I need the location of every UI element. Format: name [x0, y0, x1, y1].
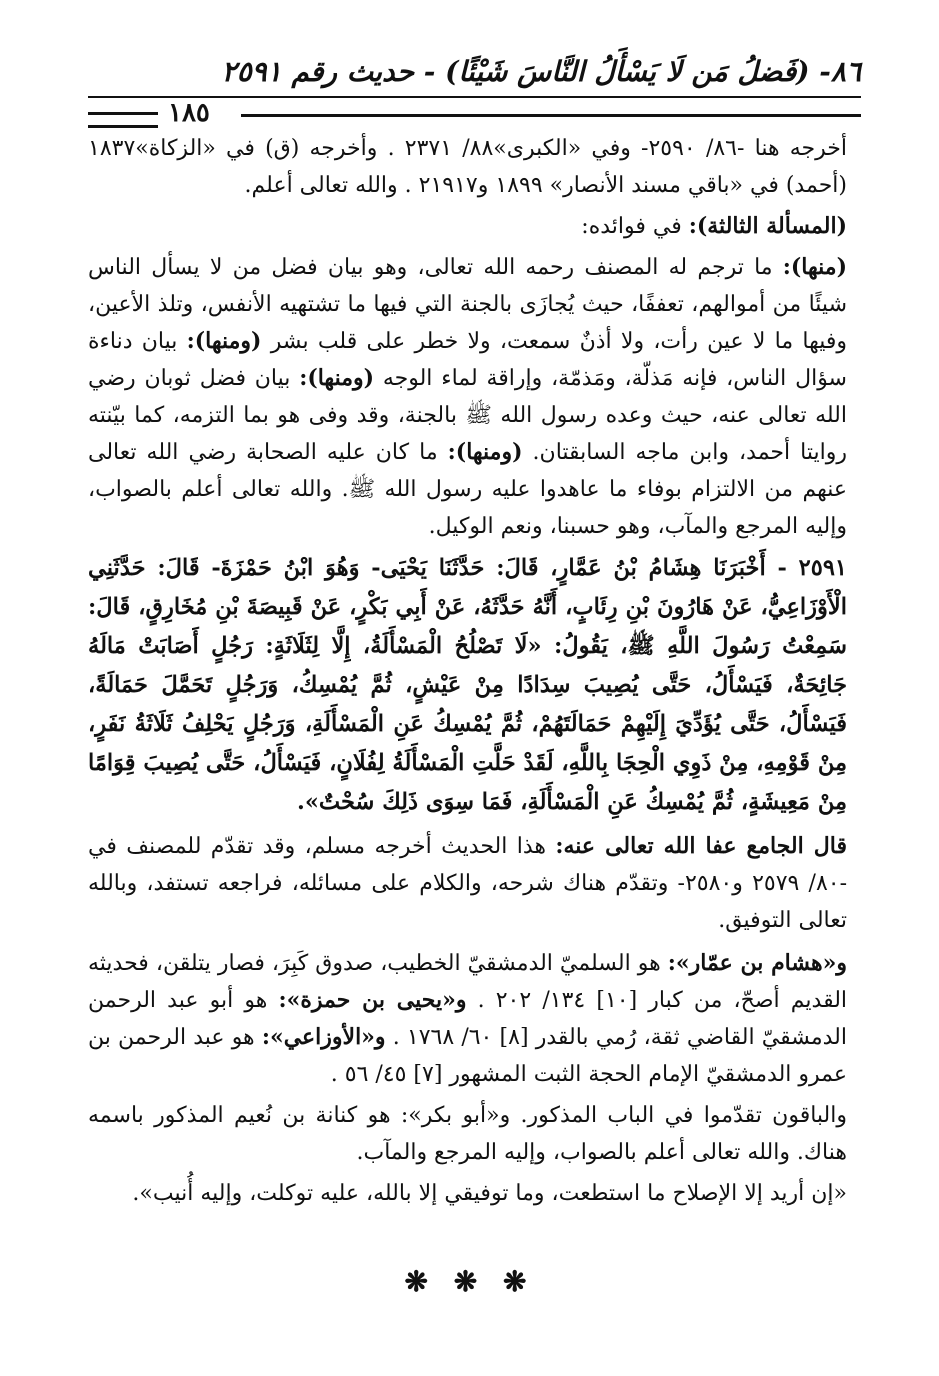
- rijal-paragraph: [88, 945, 847, 1093]
- header-title: ٨٦- (فَضلُ مَن لَا يَسْأَلُ النَّاسَ شَيْئًا) - حديث رقم ٢٥٩١: [221, 55, 861, 88]
- page-number: ١٨٥: [168, 98, 210, 128]
- fawaid-2-text: بيان دناءة سؤال الناس، فإنه مَذلّة، ومَذمّة، وإراقة لماء الوجه: [88, 329, 847, 391]
- fawaid-1-text: ما ترجم له المصنف رحمه الله تعالى، وهو بيان فضل من لا يسأل الناس شيئًا من أموالهم، تعففًا، حيث يُجازَى بالجنة التي فيها ما تشتهيه الأنفس، وتلذ الأعين، وفيها ما لا عين رأت، ولا أذنٌ سمعت، ولا خطر على قلب بشر: [88, 255, 848, 354]
- fawaid-1-label: (منها):: [782, 254, 847, 280]
- jamie-label: قال الجامع عفا الله تعالى عنه:: [555, 833, 847, 859]
- masala-heading: [88, 208, 847, 245]
- masala-text: في فوائده:: [581, 214, 689, 239]
- fawaid-3-text: بيان فضل ثوبان رضي الله تعالى عنه، حيث وعده رسول الله ﷺ بالجنة، وقد وفى هو بما التزمه، كما بيّنته روايتا أحمد، وابن ماجه السابقتان.: [88, 366, 847, 465]
- page-body: [88, 130, 847, 1216]
- jamie-paragraph: [88, 828, 847, 939]
- closing-verse: «إن أريد إلا الإصلاح ما استطعت، وما توفيقي إلا بالله، عليه توكلت، وإليه أُنيب».: [132, 1181, 847, 1206]
- takhrij-paragraph: أخرجه هنا -٨٦/ ٢٥٩٠- وفي «الكبرى»٨٨/ ٢٣٧١ . وأخرجه (ق) في «الزكاة»١٨٣٧ (أحمد) في «باقي مسند الأنصار» ١٨٩٩ و٢١٩١٧ . والله تعالى أعلم.: [88, 136, 848, 198]
- rijal-2-text: هو أبو عبد الرحمن الدمشقيّ القاضي ثقة، رُمي بالقدر [٨] ٦٠/ ١٧٦٨ .: [88, 988, 847, 1050]
- rijal-2-label: و«يحيى بن حمزة»:: [278, 987, 467, 1013]
- baqun-paragraph: والباقون تقدّموا في الباب المذكور. و«أبو بكر»: هو كنانة بن نُعيم المذكور باسمه هناك. والله تعالى أعلم بالصواب، وإليه المرجع والمآب.: [88, 1103, 847, 1165]
- jamie-text: هذا الحديث أخرجه مسلم، وقد تقدّم للمصنف في -٨٠/ ٢٥٧٩ و٢٥٨٠- وتقدّم هناك شرحه، والكلام على مسائله، فراجعه تستفد، وبالله تعالى التوفيق.: [88, 834, 848, 933]
- fawaid-4-label: (ومنها):: [447, 439, 523, 465]
- masala-label: (المسألة الثالثة):: [688, 213, 847, 239]
- rijal-1-label: و«هشام بن عمّار»:: [667, 950, 847, 976]
- fawaid-paragraph: [88, 249, 847, 545]
- fawaid-4-text: ما كان عليه الصحابة رضي الله تعالى عنهم من الالتزام بوفاء ما عاهدوا عليه رسول الله ﷺ. والله تعالى أعلم بالصواب، وإليه المرجع والمآب، وهو حسبنا، ونعم الوكيل.: [88, 440, 847, 539]
- rijal-3-text: هو عبد الرحمن بن عمرو الدمشقيّ الإمام الحجة الثبت المشهور [٧] ٤٥/ ٥٦ .: [88, 1025, 847, 1087]
- running-header: [88, 52, 861, 128]
- page-number-double-rule: [88, 112, 158, 128]
- hadith-text: ٢٥٩١ - أَخْبَرَنَا هِشَامُ بْنُ عَمَّارٍ، قَالَ: حَدَّثَنَا يَحْيَى- وَهُوَ ابْنُ حَمْزَةَ- قَالَ: حَدَّثَنِي الْأَوْزَاعِيُّ، عَنْ هَارُونَ بْنِ رِئَابٍ، أَنَّهُ حَدَّثَهُ، عَنْ أَبِي بَكْرٍ، عَنْ قَبِيصَةَ بْنِ مُخَارِقٍ، قَالَ: سَمِعْتُ رَسُولَ اللَّهِ ﷺ، يَقُولُ: «لَا تَصْلُحُ الْمَسْأَلَةُ، إِلَّا لِثَلَاثَةٍ: رَجُلٍ أَصَابَتْ مَالَهُ جَائِحَةٌ، فَيَسْأَلُ، حَتَّى يُصِيبَ سِدَادًا مِنْ عَيْشٍ، ثُمَّ يُمْسِكُ، وَرَجُلٍ تَحَمَّلَ حَمَالَةً، فَيَسْأَلُ، حَتَّى يُؤَدِّيَ إِلَيْهِمْ حَمَالَتَهُمْ، ثُمَّ يُمْسِكُ عَنِ الْمَسْأَلَةِ، وَرَجُلٍ يَحْلِفُ ثَلَاثَةُ نَفَرٍ، مِنْ قَوْمِهِ، مِنْ ذَوِي الْحِجَا بِاللَّهِ، لَقَدْ حَلَّتِ الْمَسْأَلَةُ لِفُلَانٍ، فَيَسْأَلُ، حَتَّى يُصِيبَ قِوَامًا مِنْ مَعِيشَةٍ، ثُمَّ يُمْسِكُ عَنِ الْمَسْأَلَةِ، فَمَا سِوَى ذَلِكَ سُحْتٌ».: [88, 555, 847, 815]
- page-number-rule: [241, 114, 861, 117]
- rijal-1-text: هو السلميّ الدمشقيّ الخطيب، صدوق كَبِرَ، فصار يتلقن، فحديثه القديم أصحّ، من كبار [١٠] ١٣٤/ ٢٠٢ .: [88, 951, 848, 1013]
- end-ornament: ❋ ❋ ❋: [404, 1265, 535, 1298]
- fawaid-3-label: (ومنها):: [299, 365, 375, 391]
- rijal-3-label: و«الأوزاعي»:: [261, 1024, 386, 1050]
- fawaid-2-label: (ومنها):: [186, 328, 262, 354]
